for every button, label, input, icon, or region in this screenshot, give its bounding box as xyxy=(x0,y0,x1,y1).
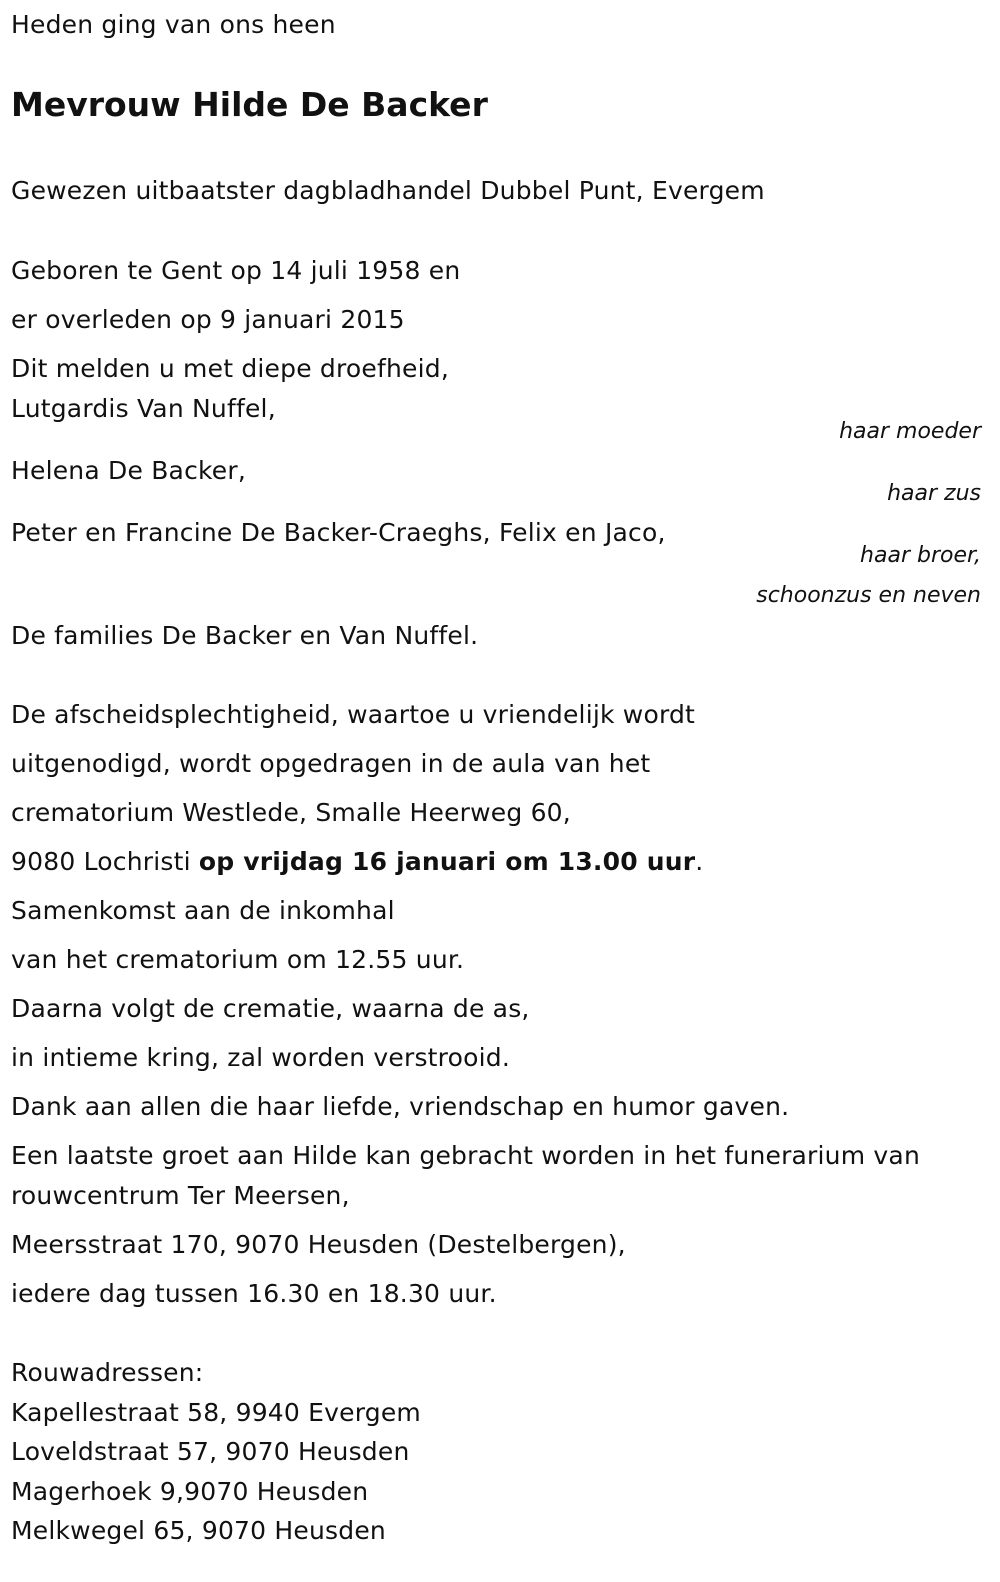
funerarium-address: Meersstraat 170, 9070 Heusden (Destelbergen), xyxy=(11,1230,626,1259)
family-member-name: Peter en Francine De Backer-Craeghs, Felix en Jaco, xyxy=(11,518,666,547)
announcement-text: Dit melden u met diepe droefheid, xyxy=(11,354,449,383)
ceremony-line: in intieme kring, zal worden verstrooid. xyxy=(11,1043,510,1072)
ceremony-datetime: op vrijdag 16 januari om 13.00 uur xyxy=(198,847,696,876)
ceremony-location: 9080 Lochristi xyxy=(11,847,199,876)
occupation-text: Gewezen uitbaatster dagbladhandel Dubbel Punt, Evergem xyxy=(11,176,765,205)
birth-text: Geboren te Gent op 14 juli 1958 en xyxy=(11,256,461,285)
ceremony-line: van het crematorium om 12.55 uur. xyxy=(11,945,465,974)
address-item: Kapellestraat 58, 9940 Evergem xyxy=(11,1398,421,1427)
family-relation: schoonzus en neven xyxy=(756,583,981,608)
address-item: Melkwegel 65, 9070 Heusden xyxy=(11,1516,386,1545)
funerarium-line: Een laatste groet aan Hilde kan gebracht worden in het funerarium van xyxy=(11,1141,920,1170)
addresses-heading: Rouwadressen: xyxy=(11,1358,204,1387)
ceremony-line: uitgenodigd, wordt opgedragen in de aula van het xyxy=(11,749,651,778)
ceremony-line: crematorium Westlede, Smalle Heerweg 60, xyxy=(11,798,571,827)
intro-text: Heden ging van ons heen xyxy=(11,10,336,39)
ceremony-line: Daarna volgt de crematie, waarna de as, xyxy=(11,994,530,1023)
family-relation: haar zus xyxy=(887,481,981,506)
family-member-name: Helena De Backer, xyxy=(11,456,247,485)
family-relation: haar moeder xyxy=(839,419,981,444)
address-item: Loveldstraat 57, 9070 Heusden xyxy=(11,1437,410,1466)
funerarium-line: rouwcentrum Ter Meersen, xyxy=(11,1181,350,1210)
address-item: Magerhoek 9,9070 Heusden xyxy=(11,1477,369,1506)
gratitude-text: Dank aan allen die haar liefde, vriendschap en humor gaven. xyxy=(11,1092,790,1121)
visiting-hours: iedere dag tussen 16.30 en 18.30 uur. xyxy=(11,1279,497,1308)
family-member-name: Lutgardis Van Nuffel, xyxy=(11,394,276,423)
deceased-name: Mevrouw Hilde De Backer xyxy=(11,85,488,124)
death-text: er overleden op 9 januari 2015 xyxy=(11,305,405,334)
families-text: De families De Backer en Van Nuffel. xyxy=(11,621,479,650)
ceremony-line: Samenkomst aan de inkomhal xyxy=(11,896,395,925)
family-relation: haar broer, xyxy=(860,543,981,568)
ceremony-line: De afscheidsplechtigheid, waartoe u vriendelijk wordt xyxy=(11,700,696,729)
ceremony-date-line xyxy=(11,847,703,877)
ceremony-period: . xyxy=(695,847,704,876)
